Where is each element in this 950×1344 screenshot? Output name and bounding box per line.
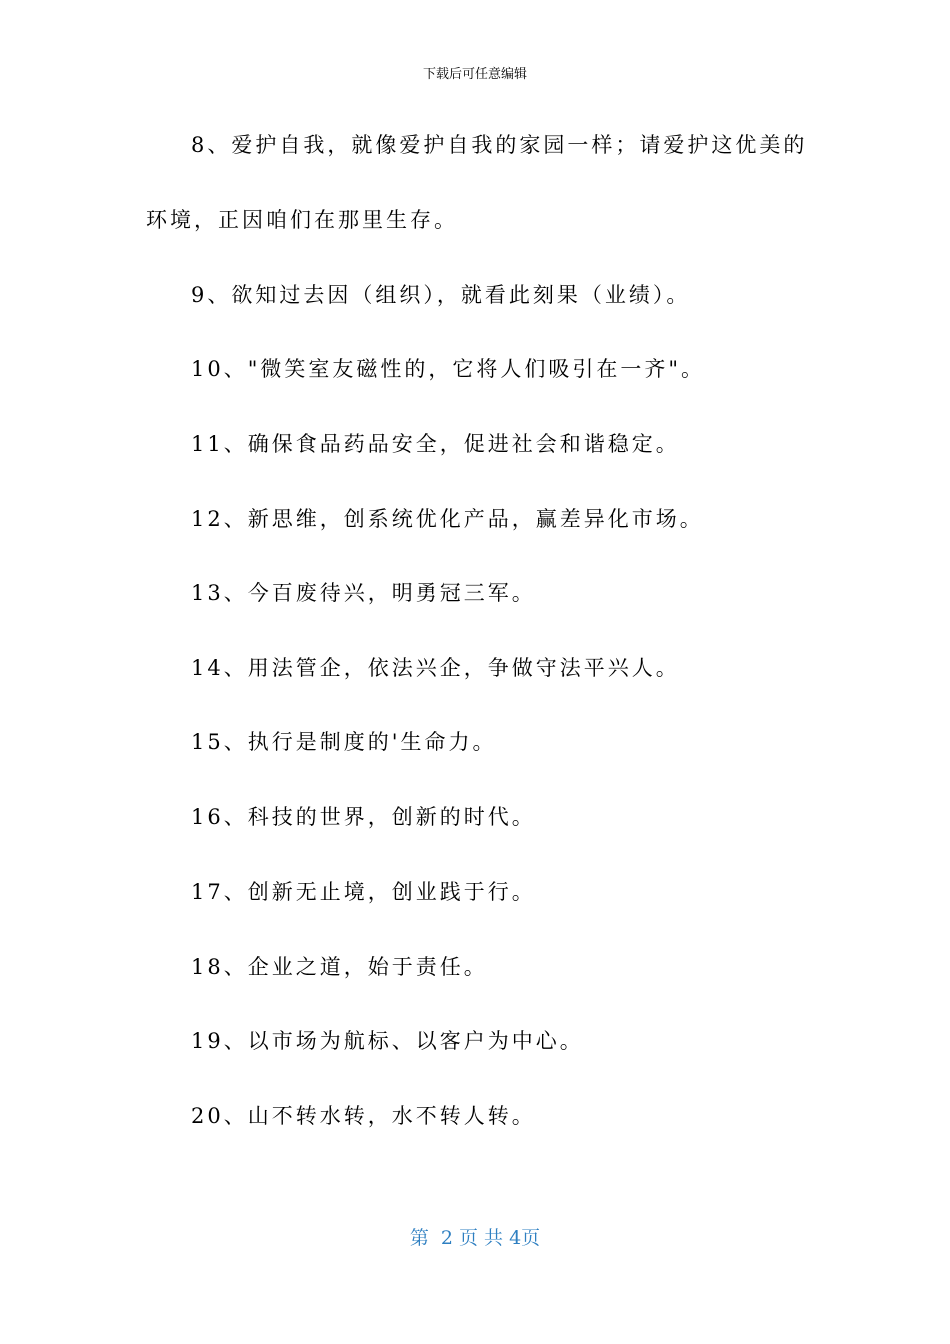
list-item: 13、今百废待兴，明勇冠三军。 <box>191 581 536 605</box>
list-item: 18、企业之道，始于责任。 <box>191 955 488 979</box>
list-item: 11、确保食品药品安全，促进社会和谐稳定。 <box>191 432 680 456</box>
list-item: 16、科技的世界，创新的时代。 <box>191 805 536 829</box>
list-item: 9、欲知过去因（组织），就看此刻果（业绩）。 <box>191 283 691 307</box>
list-item: 20、山不转水转，水不转人转。 <box>191 1104 536 1128</box>
list-item: 19、以市场为航标、以客户为中心。 <box>191 1029 584 1053</box>
list-item: 8、爱护自我，就像爱护自我的家园一样；请爱护这优美的 <box>191 133 808 157</box>
page-number-footer: 第 2 页 共 4页 <box>409 1227 541 1249</box>
list-item: 17、创新无止境，创业践于行。 <box>191 880 536 904</box>
list-item: 15、执行是制度的'生命力。 <box>191 730 497 754</box>
list-item-continuation: 环境，正因咱们在那里生存。 <box>146 208 458 232</box>
page-header: 下载后可任意编辑 <box>422 67 527 82</box>
list-item: 12、新思维，创系统优化产品，赢差异化市场。 <box>191 507 704 531</box>
list-item: 10、"微笑室友磁性的，它将人们吸引在一齐"。 <box>191 357 706 381</box>
list-item: 14、用法管企，依法兴企，争做守法平兴人。 <box>191 656 680 680</box>
